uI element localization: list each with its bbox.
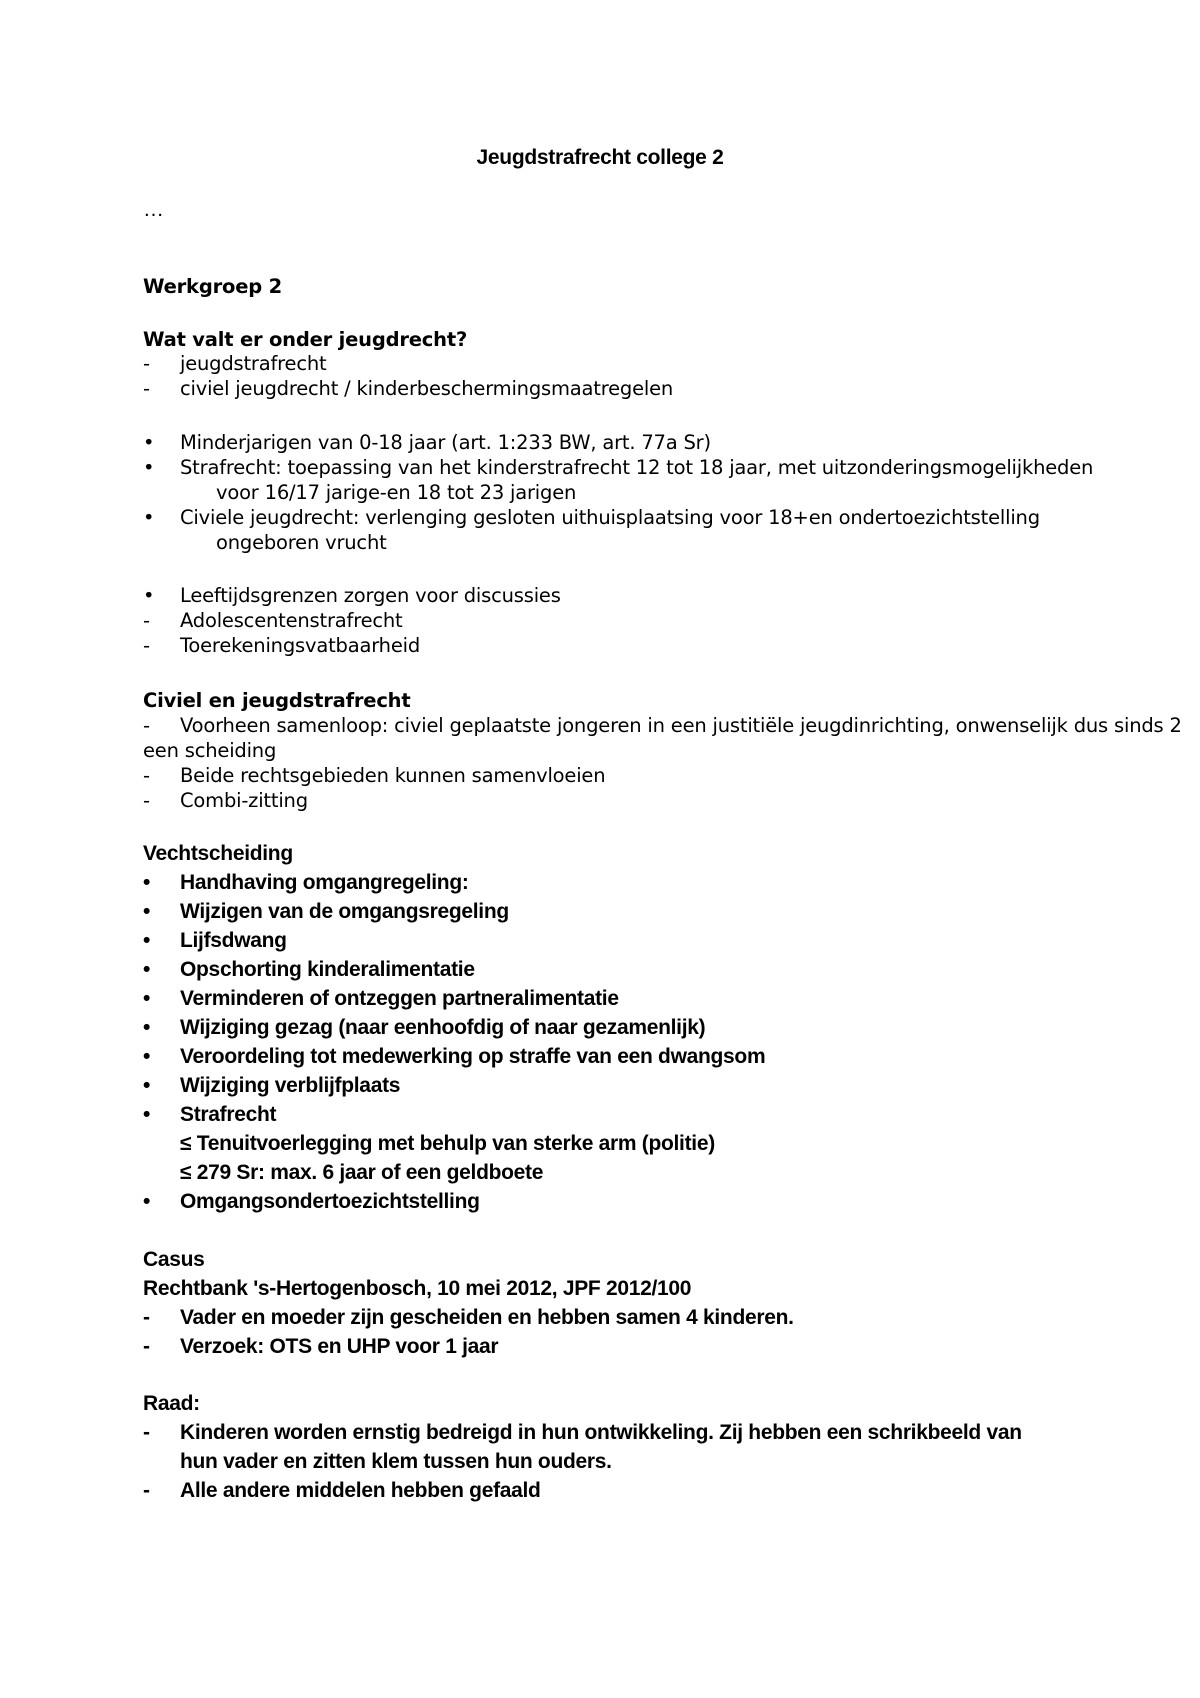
sub-item: ≤ Tenuitvoerlegging met behulp van sterke arm (politie) — [180, 1132, 715, 1155]
list-item-text: Wijzigen van de omgangsregeling — [180, 900, 509, 923]
list-item-text: Lijfsdwang — [180, 929, 287, 952]
list-item-text: Adolescentenstrafrecht — [180, 609, 403, 632]
sub-item: ≤ 279 Sr: max. 6 jaar of een geldboete — [180, 1161, 544, 1184]
bullet-marker: • — [143, 1045, 151, 1068]
list-item-text: Minderjarigen van 0-18 jaar (art. 1:233 BW, art. 77a Sr) — [180, 431, 711, 454]
list-item-text: Handhaving omgangregeling: — [180, 871, 469, 894]
bullet-marker: • — [143, 958, 151, 981]
casus-heading: Casus — [143, 1248, 205, 1271]
list-item-continuation: voor 16/17 jarige-en 18 tot 23 jarigen — [216, 481, 577, 504]
list-item-continuation: een scheiding — [143, 739, 277, 762]
werkgroep-heading: Werkgroep 2 — [143, 275, 282, 298]
raad-heading: Raad: — [143, 1392, 200, 1415]
list-item-text: Wijziging verblijfplaats — [180, 1074, 401, 1097]
list-item-text: Leeftijdsgrenzen zorgen voor discussies — [180, 584, 561, 607]
dash-marker: - — [143, 1306, 150, 1329]
bullet-marker: • — [143, 987, 151, 1010]
list-item-text: Opschorting kinderalimentatie — [180, 958, 475, 981]
list-item-text: Strafrecht — [180, 1103, 277, 1126]
dash-marker: - — [143, 789, 150, 812]
list-item-text: Verminderen of ontzeggen partneralimentatie — [180, 987, 619, 1010]
bullet-marker: • — [143, 929, 151, 952]
document-title: Jeugdstrafrecht college 2 — [476, 146, 724, 169]
list-item-text: jeugdstrafrecht — [180, 352, 327, 375]
list-item-text: Voorheen samenloop: civiel geplaatste jongeren in een justitiële jeugdinrichting, onwenselijk dus sinds 2 — [180, 714, 1182, 737]
list-item-text: Combi-zitting — [180, 789, 308, 812]
list-item-text: Alle andere middelen hebben gefaald — [180, 1479, 541, 1502]
bullet-marker: • — [143, 1074, 151, 1097]
dash-marker: - — [143, 714, 150, 737]
dash-marker: - — [143, 1335, 150, 1358]
list-item-continuation: ongeboren vrucht — [216, 531, 387, 554]
list-item-text: Beide rechtsgebieden kunnen samenvloeien — [180, 764, 606, 787]
bullet-marker: • — [143, 506, 155, 529]
list-item-text: Toerekeningsvatbaarheid — [180, 634, 421, 657]
list-item-text: Omgangsondertoezichtstelling — [180, 1190, 480, 1213]
list-item-text: Verzoek: OTS en UHP voor 1 jaar — [180, 1335, 499, 1358]
dash-marker: - — [143, 352, 150, 375]
list-item-continuation: hun vader en zitten klem tussen hun ouders. — [180, 1450, 612, 1473]
list-item-text: Kinderen worden ernstig bedreigd in hun ontwikkeling. Zij hebben een schrikbeeld van — [180, 1421, 1022, 1444]
bullet-marker: • — [143, 1103, 151, 1126]
jeugdrecht-heading: Wat valt er onder jeugdrecht? — [143, 328, 468, 351]
dash-marker: - — [143, 609, 150, 632]
list-item-text: Wijziging gezag (naar eenhoofdig of naar gezamenlijk) — [180, 1016, 706, 1039]
vechtscheiding-heading: Vechtscheiding — [143, 842, 293, 865]
bullet-marker: • — [143, 1016, 151, 1039]
bullet-marker: • — [143, 900, 151, 923]
dash-marker: - — [143, 1479, 150, 1502]
casus-reference: Rechtbank 's-Hertogenbosch, 10 mei 2012, JPF 2012/100 — [143, 1277, 692, 1300]
bullet-marker: • — [143, 1190, 151, 1213]
list-item-text: Strafrecht: toepassing van het kinderstrafrecht 12 tot 18 jaar, met uitzonderingsmogelijkheden — [180, 456, 1094, 479]
dash-marker: - — [143, 1421, 150, 1444]
bullet-marker: • — [143, 871, 151, 894]
list-item-text: Civiele jeugdrecht: verlenging gesloten uithuisplaatsing voor 18+en ondertoezichtstelling — [180, 506, 1040, 529]
list-item-text: Vader en moeder zijn gescheiden en hebben samen 4 kinderen. — [180, 1306, 794, 1329]
list-item-text: civiel jeugdrecht / kinderbeschermingsmaatregelen — [180, 377, 674, 400]
dash-marker: - — [143, 634, 150, 657]
dash-marker: - — [143, 764, 150, 787]
ellipsis: … — [143, 198, 164, 221]
bullet-marker: • — [143, 456, 155, 479]
dash-marker: - — [143, 377, 150, 400]
civiel-heading: Civiel en jeugdstrafrecht — [143, 689, 411, 712]
bullet-marker: • — [143, 584, 155, 607]
list-item-text: Veroordeling tot medewerking op straffe van een dwangsom — [180, 1045, 766, 1068]
bullet-marker: • — [143, 431, 155, 454]
